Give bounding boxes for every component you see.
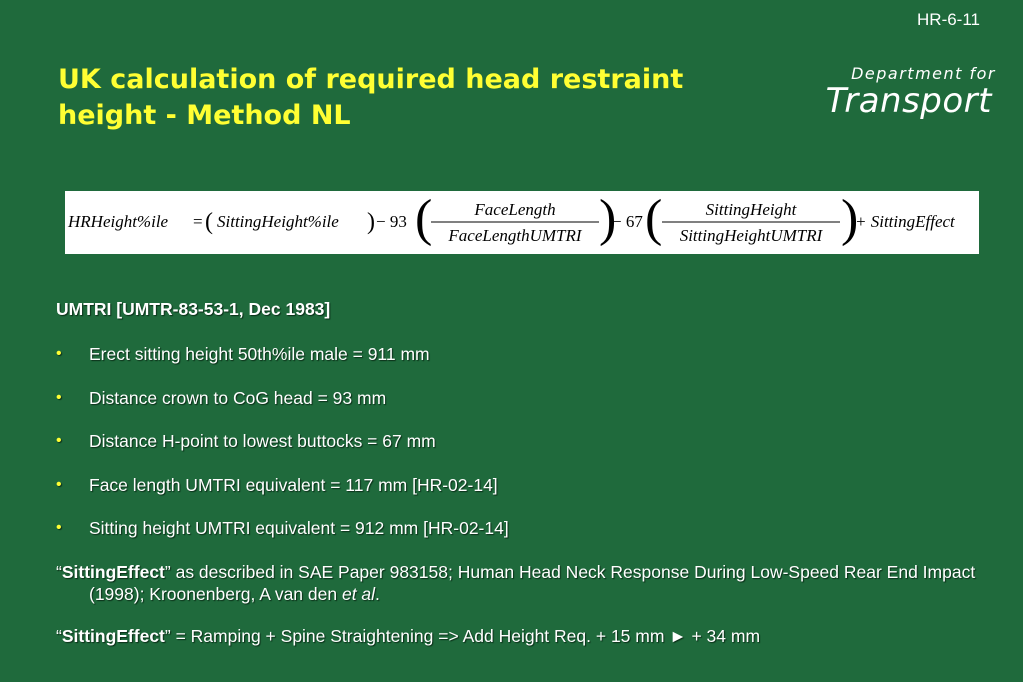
formula-term1: SittingHeight%ile (217, 212, 339, 231)
bullet-item (56, 430, 976, 452)
bullet-text: Sitting height UMTRI equivalent = 912 mm [HR-02-14] (89, 518, 509, 538)
et-al: et al (341, 583, 376, 604)
formula-paren-open-3: ( (645, 191, 663, 247)
title-line-1: UK calculation of required head restraint (58, 64, 684, 95)
formula-frac1-num: FaceLength (474, 200, 556, 219)
sitting-effect-term: SittingEffect (61, 625, 165, 646)
formula-frac2-num: SittingHeight (705, 200, 797, 219)
bullet-text: Face length UMTRI equivalent = 117 mm [HR-02-14] (89, 474, 498, 495)
bullet-icon: • (56, 519, 62, 536)
formula-minus-93: − 93 (376, 212, 407, 231)
slide-body (56, 298, 976, 667)
bullet-text: Erect sitting height 50th%ile male = 911 mm (89, 344, 430, 364)
formula-equation (65, 191, 979, 254)
sitting-effect-definition: “SittingEffect” = Ramping + Spine Straightening => Add Height Req. + 15 mm ► + 34 mm (56, 625, 761, 646)
bullet-icon: • (56, 388, 62, 406)
formula-frac2-den: SittingHeightUMTRI (679, 226, 823, 245)
formula-frac1-den: FaceLengthUMTRI (448, 226, 582, 245)
bullet-icon: • (56, 432, 62, 449)
bullet-icon: • (56, 345, 62, 362)
bullet-text: Distance H-point to lowest buttocks = 67 mm (89, 431, 436, 451)
bullet-icon: • (56, 475, 62, 493)
formula-paren-open-1: ( (205, 209, 213, 235)
formula-plus-sitting-effect: + SittingEffect (855, 212, 955, 231)
formula-image (65, 191, 979, 254)
title-line-2: height - Method NL (58, 100, 351, 131)
bullet-text: Distance crown to CoG head = 93 mm (89, 387, 387, 408)
source-heading: UMTRI [UMTR-83-53-1, Dec 1983] (56, 299, 331, 319)
sitting-effect-term: SittingEffect (61, 561, 165, 582)
sitting-effect-source-text: ” as described in SAE Paper 983158; Human Head Neck Response During Low-Speed Rear End Impact (1998); Kroonenberg, A van den (89, 561, 976, 604)
sitting-effect-definition-text: ” = Ramping + Spine Straightening => Add Height Req. + 15 mm ► + 34 mm (164, 625, 761, 646)
formula-paren-close-1: ) (367, 209, 375, 235)
logo-transport: Transport (825, 81, 992, 121)
bullet-item (56, 343, 976, 365)
formula-paren-open-2: ( (415, 191, 433, 247)
slide-title (58, 62, 778, 134)
logo-department-for: Department for (851, 64, 996, 83)
formula-paren-close-3: ) (841, 191, 859, 247)
formula-lhs: HRHeight%ile (68, 212, 169, 231)
bullet-item (56, 517, 976, 539)
bullet-item (56, 387, 976, 409)
formula-equals: = (193, 212, 203, 231)
formula-paren-close-2: ) (599, 191, 617, 247)
dft-logo (800, 64, 996, 121)
formula-minus-67: − 67 (612, 212, 643, 231)
slide-number: HR-6-11 (917, 10, 980, 29)
bullet-list (56, 343, 976, 539)
sitting-effect-source: “SittingEffect” as described in SAE Paper 983158; Human Head Neck Response During Low-Speed Rear End Impact (1998); Kroonenberg, A van den et al. (56, 561, 976, 604)
bullet-item (56, 474, 976, 496)
